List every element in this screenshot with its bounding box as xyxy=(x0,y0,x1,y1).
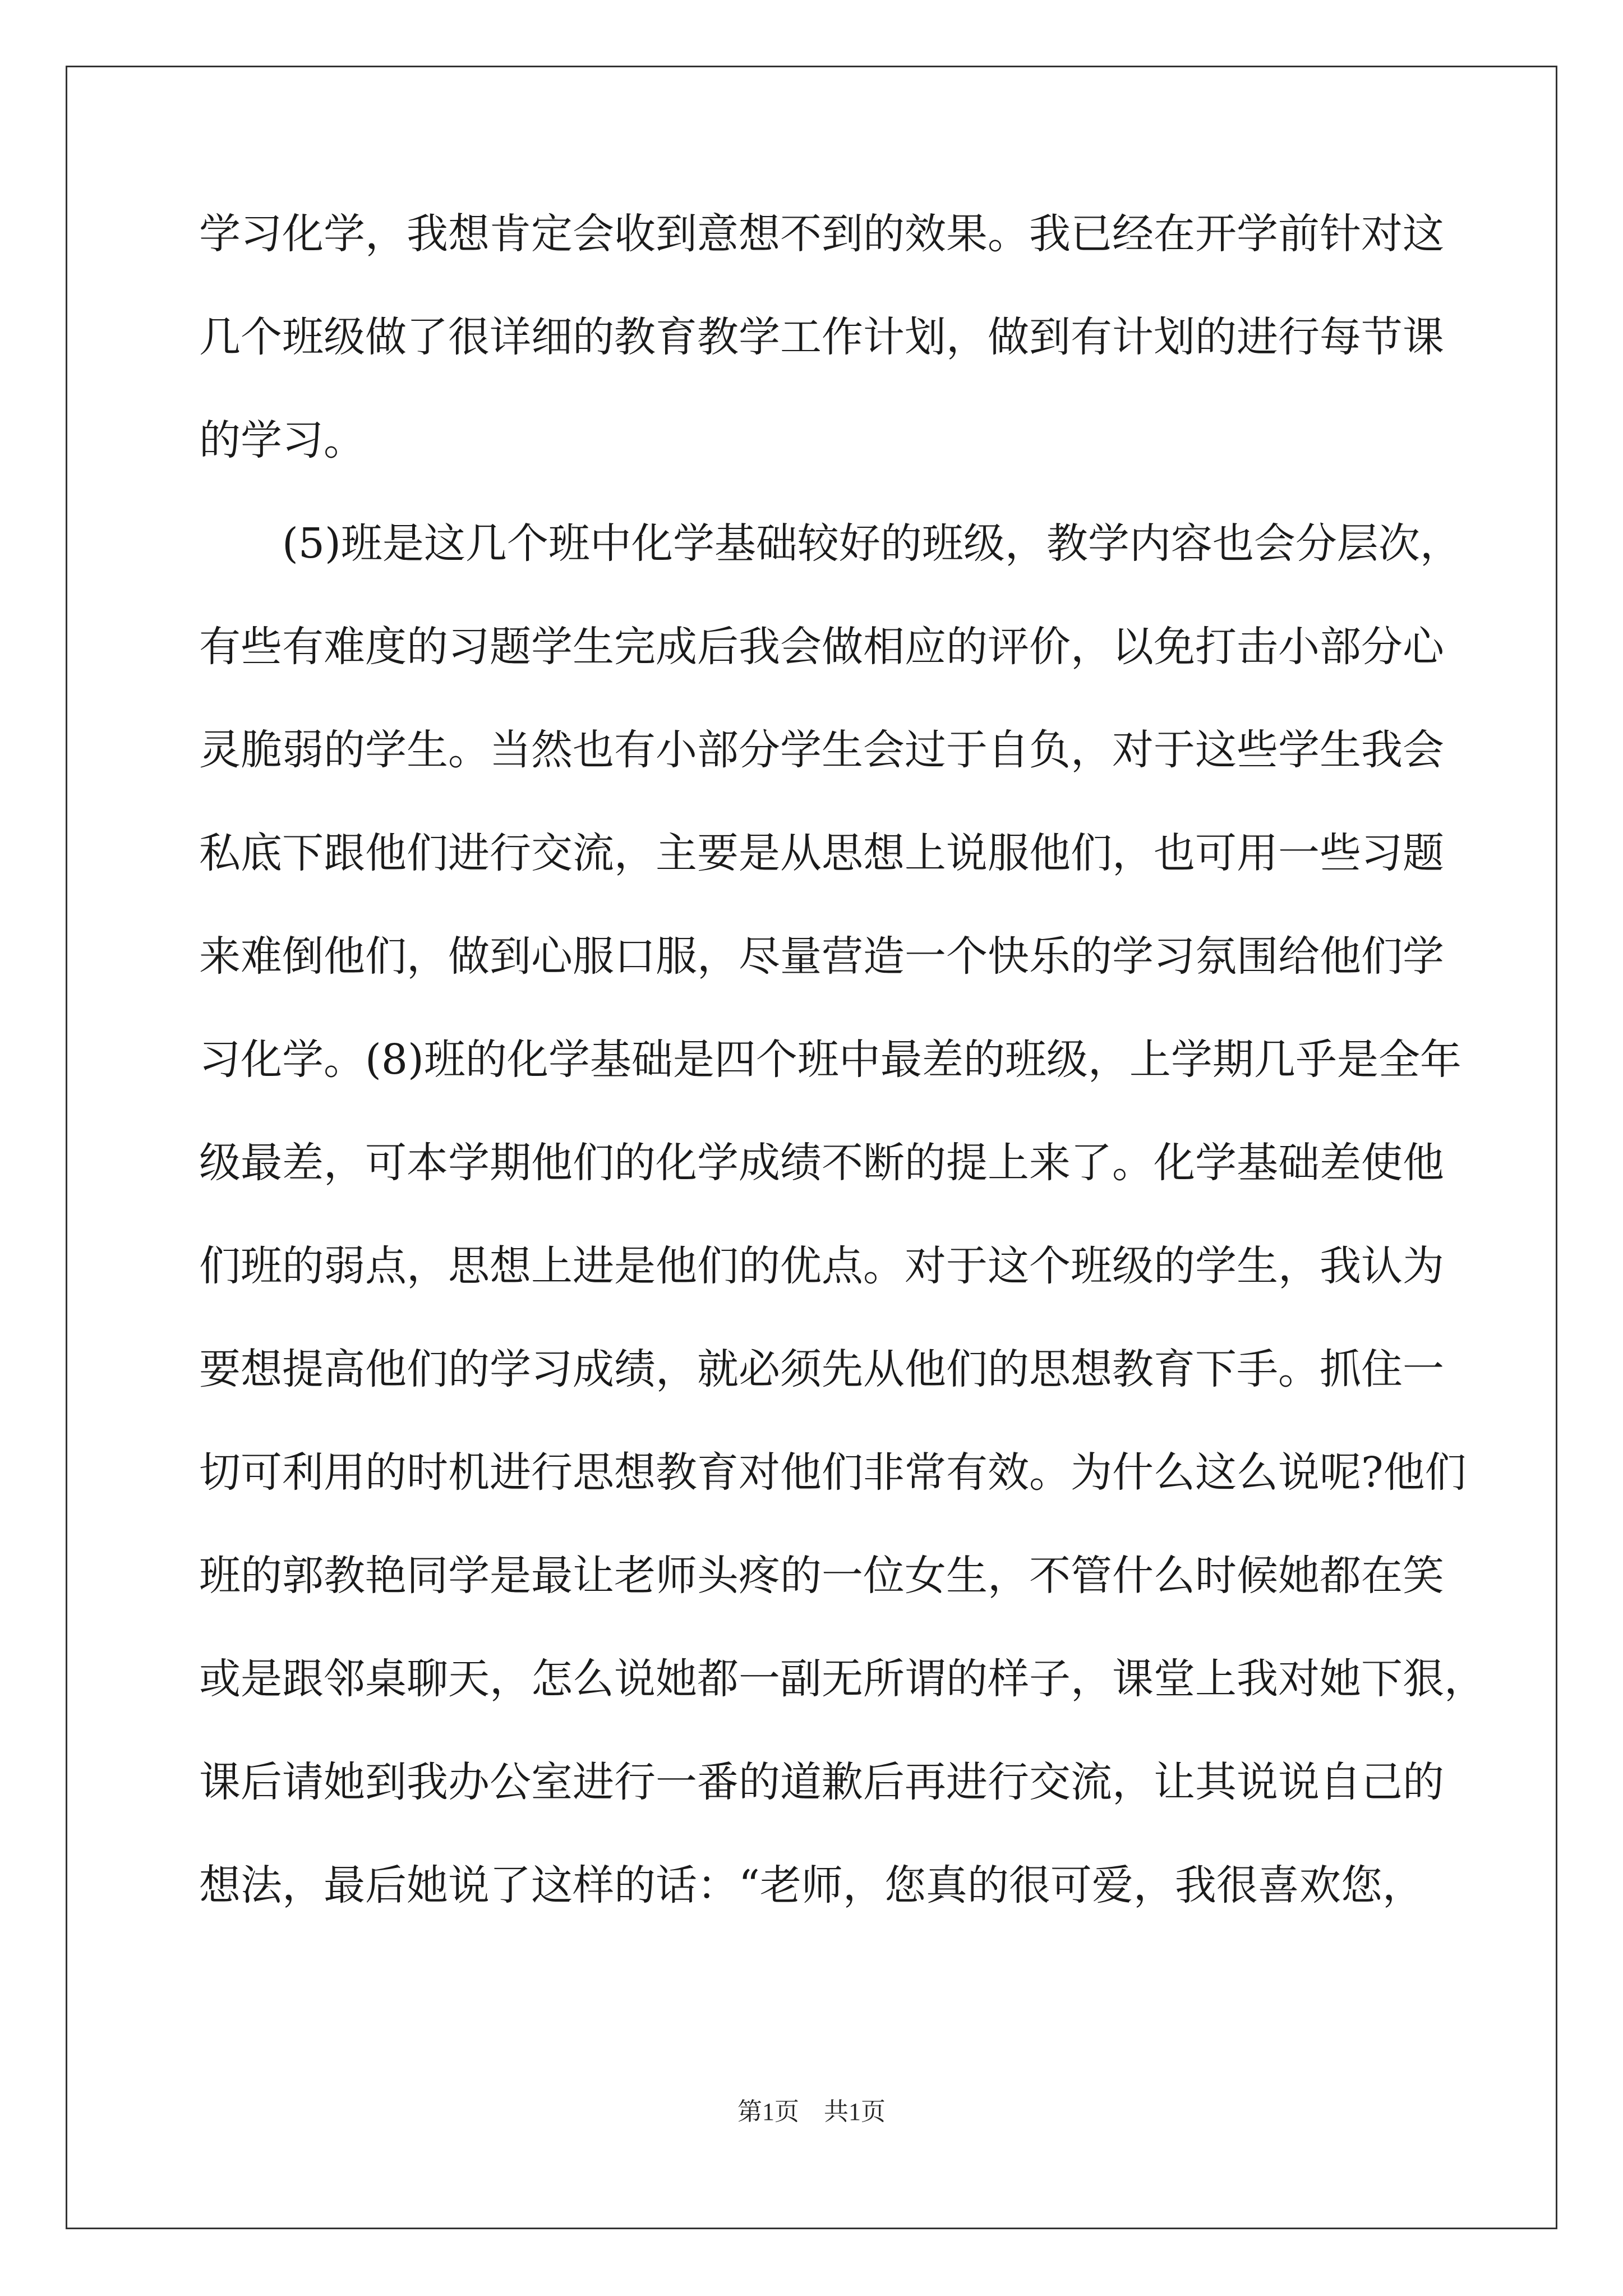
text-line: 习化学。(8)班的化学基础是四个班中最差的班级，上学期几乎是全年 xyxy=(199,1036,1461,1084)
page-number-footer: 第1页 共1页 xyxy=(737,2098,886,2125)
text-line: 班的郭教艳同学是最让老师头疼的一位女生，不管什么时候她都在笑 xyxy=(199,1552,1444,1600)
text-line: 们班的弱点，思想上进是他们的优点。对于这个班级的学生，我认为 xyxy=(199,1242,1444,1290)
text-line: 课后请她到我办公室进行一番的道歉后再进行交流，让其说说自己的 xyxy=(199,1758,1444,1806)
text-line: 学习化学，我想肯定会收到意想不到的效果。我已经在开学前针对这 xyxy=(199,210,1444,258)
text-line: 几个班级做了很详细的教育教学工作计划，做到有计划的进行每节课 xyxy=(199,313,1444,361)
text-line: 想法，最后她说了这样的话：“老师，您真的很可爱，我很喜欢您， xyxy=(199,1861,1424,1910)
text-line: 切可利用的时机进行思想教育对他们非常有效。为什么这么说呢?他们 xyxy=(199,1448,1467,1497)
text-line: 的学习。 xyxy=(199,416,365,464)
paragraph-first-line: (5)班是这几个班中化学基础较好的班级，教学内容也会分层次， xyxy=(282,519,1461,568)
text-line: 要想提高他们的学习成绩，就必须先从他们的思想教育下手。抓住一 xyxy=(199,1345,1444,1393)
text-line: 有些有难度的习题学生完成后我会做相应的评价，以免打击小部分心 xyxy=(199,623,1444,671)
text-line: 灵脆弱的学生。当然也有小部分学生会过于自负，对于这些学生我会 xyxy=(199,726,1444,774)
text-line: 或是跟邻桌聊天，怎么说她都一副无所谓的样子，课堂上我对她下狠， xyxy=(199,1655,1486,1703)
text-line: 来难倒他们，做到心服口服，尽量营造一个快乐的学习氛围给他们学 xyxy=(199,932,1444,981)
text-line: 级最差，可本学期他们的化学成绩不断的提上来了。化学基础差使他 xyxy=(199,1139,1444,1187)
text-line: 私底下跟他们进行交流，主要是从思想上说服他们，也可用一些习题 xyxy=(199,829,1444,877)
